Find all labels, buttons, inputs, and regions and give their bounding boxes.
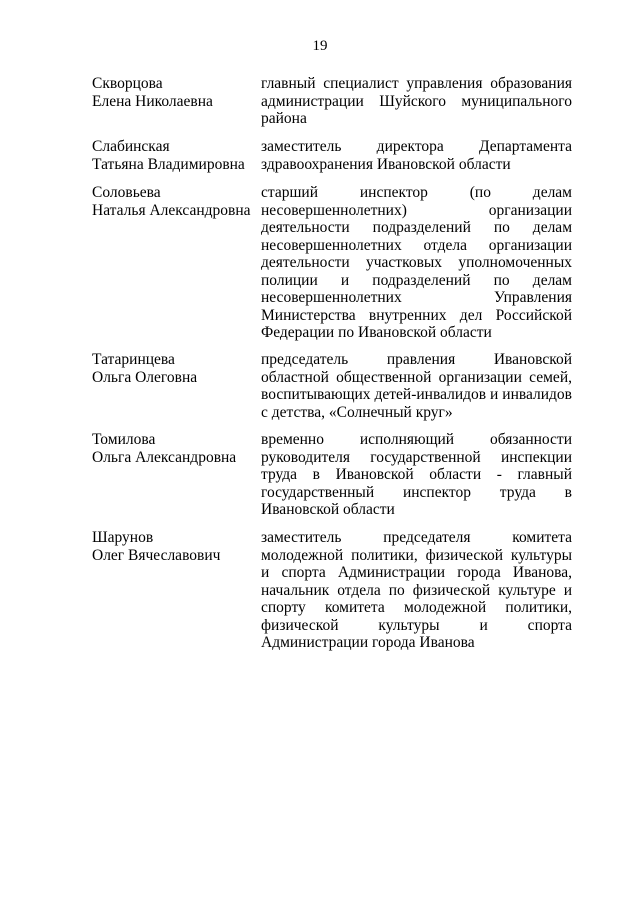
person-name: [92, 529, 252, 564]
surname: Томилова: [92, 431, 156, 448]
surname: Слабинская: [92, 138, 170, 155]
person-name: [92, 351, 252, 386]
surname: Соловьева: [92, 184, 161, 201]
surname: Шарунов: [92, 529, 154, 546]
given-names: Олег Вячеславович: [92, 546, 221, 564]
given-names: Татьяна Владимировна: [92, 155, 245, 173]
person-name: [92, 431, 252, 466]
page-number: 19: [312, 38, 328, 54]
position-description: главный специалист управления образования администрации Шуйского муниципального района: [261, 75, 572, 127]
given-names: Наталья Александровна: [92, 201, 251, 219]
person-name: [92, 75, 252, 110]
person-name: [92, 138, 252, 173]
position-description: старший инспектор (по делам несовершеннолетних) организации деятельности подразделений по делам несовершеннолетних отдела организации деятельности участковых уполномоченных полиции и подразделений по делам несовершеннолетних Управления Министерства внутренних дел Российской Федерации по Ивановской области: [261, 184, 572, 341]
position-description: председатель правления Ивановской областной общественной организации семей, воспитывающих детей-инвалидов и инвалидов с детства, «Солнечный круг»: [261, 351, 572, 421]
surname: Скворцова: [92, 75, 163, 92]
position-description: временно исполняющий обязанности руководителя государственной инспекции труда в Ивановской области - главный государственный инспектор труда в Ивановской области: [261, 431, 572, 518]
given-names: Елена Николаевна: [92, 92, 213, 110]
given-names: Ольга Александровна: [92, 448, 237, 466]
person-name: [92, 184, 252, 219]
position-description: заместитель председателя комитета молодежной политики, физической культуры и спорта Администрации города Иванова, начальник отдела по физической культуре и спорту комитета молодежной политики, физической культуры и спорта Администрации города Иванова: [261, 529, 572, 651]
position-description: заместитель директора Департамента здравоохранения Ивановской области: [261, 138, 572, 173]
given-names: Ольга Олеговна: [92, 368, 198, 386]
surname: Татаринцева: [92, 351, 175, 368]
